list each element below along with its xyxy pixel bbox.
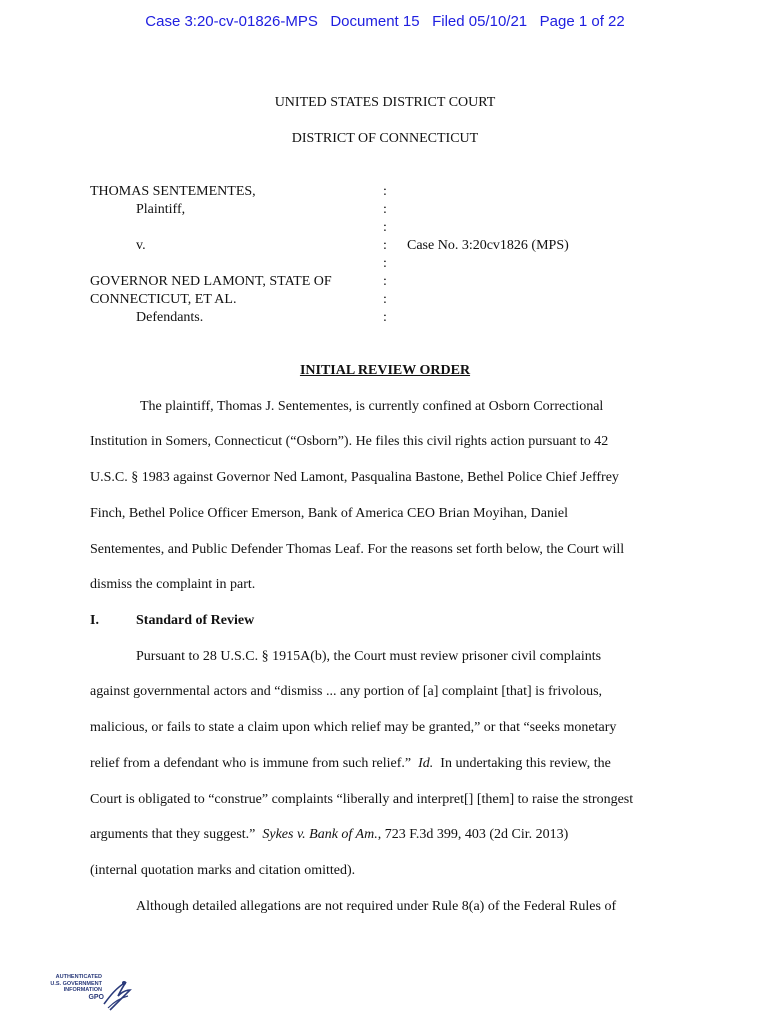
court-district: DISTRICT OF CONNECTICUT (291, 131, 479, 146)
caption-colon: : (383, 274, 387, 289)
defendant-line-1: GOVERNOR NED LAMONT, STATE OF (90, 274, 332, 289)
paragraph-2-line: against governmental actors and “dismiss ... any portion of [a] complaint [that] is frivolous, (90, 684, 603, 699)
caption-colon: : (383, 256, 387, 271)
eagle-icon (44, 974, 134, 1014)
section-number: I. (90, 613, 99, 628)
paragraph-1-line: Institution in Somers, Connecticut (“Osborn”). He files this civil rights action pursuant to 42 (90, 434, 609, 449)
plaintiff-name: THOMAS SENTEMENTES, (90, 184, 256, 199)
court-name: UNITED STATES DISTRICT COURT (274, 95, 496, 110)
seal-line: U.S. GOVERNMENT (50, 980, 102, 987)
paragraph-1-line: Sentementes, and Public Defender Thomas Leaf. For the reasons set forth below, the Court will (90, 542, 625, 557)
seal-line: INFORMATION (63, 987, 102, 993)
caption-colon: : (383, 310, 387, 325)
text-run: arguments that they suggest.” (90, 827, 263, 842)
defendant-line-2: CONNECTICUT, ET AL. (90, 292, 237, 307)
case-number: Case No. 3:20cv1826 (MPS) (407, 238, 569, 253)
case-citation-italic: Sykes v. Bank of Am. (262, 827, 378, 842)
paragraph-2-line: malicious, or fails to state a claim upon which relief may be granted,” or that “seeks monetary (90, 720, 617, 735)
paragraph-1-line: U.S.C. § 1983 against Governor Ned Lamont, Pasqualina Bastone, Bethel Police Chief Jeffrey (90, 470, 619, 485)
caption-colon: : (383, 220, 387, 235)
citation-italic: Id. (418, 756, 434, 771)
caption-colon: : (383, 202, 387, 217)
paragraph-2-line: (internal quotation marks and citation omitted). (90, 863, 356, 878)
paragraph-2-line (90, 827, 568, 843)
paragraph-1-line: The plaintiff, Thomas J. Sentementes, is currently confined at Osborn Correctional (140, 399, 604, 414)
seal-line: AUTHENTICATED (55, 974, 102, 980)
paragraph-1-line: Finch, Bethel Police Officer Emerson, Bank of America CEO Brian Moyihan, Daniel (90, 506, 568, 521)
text-run: In undertaking this review, the (433, 756, 611, 771)
paragraph-2-line: Court is obligated to “construe” complaints “liberally and interpret[] [them] to raise the strongest (90, 792, 634, 807)
versus: v. (136, 238, 146, 253)
section-heading: Standard of Review (136, 613, 255, 628)
paragraph-2-line: Pursuant to 28 U.S.C. § 1915A(b), the Court must review prisoner civil complaints (136, 649, 602, 664)
order-title: INITIAL REVIEW ORDER (299, 363, 471, 378)
defendant-role: Defendants. (136, 310, 204, 325)
gpo-authentication-seal (44, 974, 134, 1014)
paragraph-2-line (90, 756, 611, 772)
filing-stamp: Case 3:20-cv-01826-MPS Document 15 Filed 05/10/21 Page 1 of 22 (145, 13, 625, 30)
paragraph-1-line: dismiss the complaint in part. (90, 577, 256, 592)
caption-colon: : (383, 238, 387, 253)
caption-colon: : (383, 292, 387, 307)
text-run: , 723 F.3d 399, 403 (2d Cir. 2013) (377, 827, 569, 842)
text-run: relief from a defendant who is immune from such relief.” (90, 756, 419, 771)
plaintiff-role: Plaintiff, (136, 202, 186, 217)
caption-colon: : (383, 184, 387, 199)
seal-mark: GPO (88, 993, 104, 1001)
paragraph-3-line: Although detailed allegations are not required under Rule 8(a) of the Federal Rules of (136, 899, 617, 914)
